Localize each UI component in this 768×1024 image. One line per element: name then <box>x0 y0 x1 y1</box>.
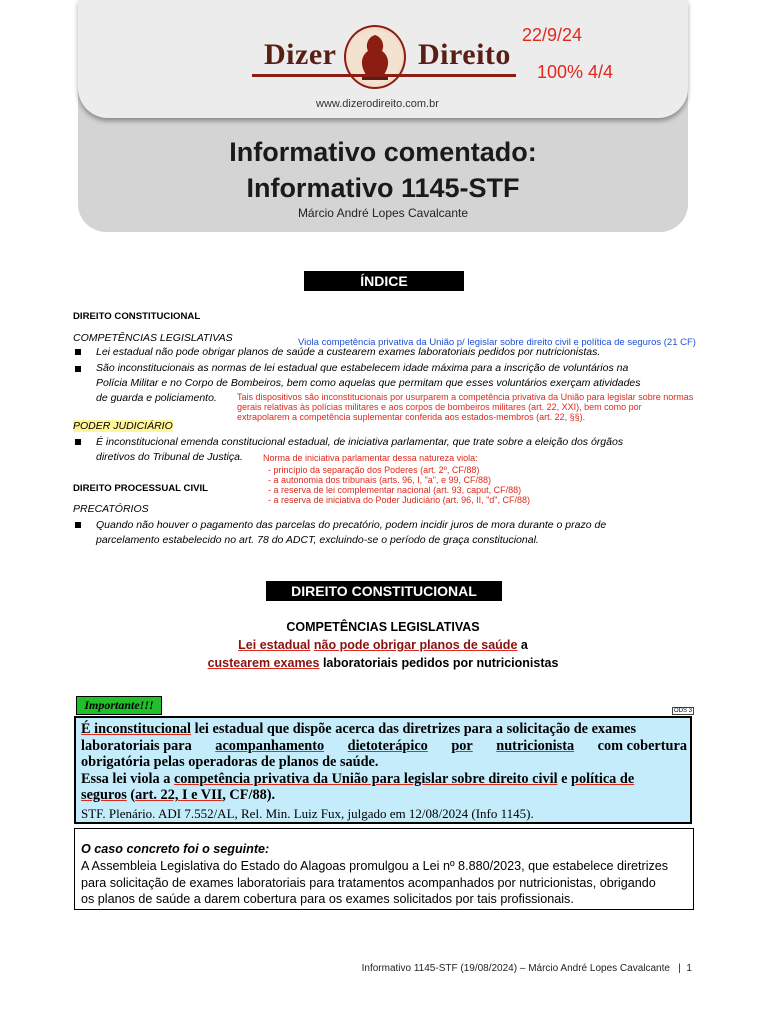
red-annotation-iniciativa-item: - a reserva de lei complementar nacional (art. 93, caput, CF/88) <box>268 485 522 495</box>
progress-note: 100% 4/4 <box>537 62 614 82</box>
headline-line1 <box>78 638 688 652</box>
section-label: DIREITO CONSTITUCIONAL <box>266 581 502 601</box>
index-item-precatorio-line1[interactable]: Quando não houver o pagamento das parcelas do precatório, podem incidir juros de mora durante o prazo de <box>96 519 607 531</box>
headline-fragment: não pode obrigar planos de saúde <box>313 638 518 652</box>
summary-fragment: , CF/88). <box>222 787 276 803</box>
logo-underline <box>252 74 516 77</box>
handwritten-date-note: 22/9/24 <box>522 25 583 45</box>
section-topic: COMPETÊNCIAS LEGISLATIVAS <box>286 620 480 634</box>
summary-fragment: por <box>451 737 473 754</box>
index-section-processual[interactable]: DIREITO PROCESSUAL CIVIL <box>73 483 209 494</box>
red-annotation-iniciativa-item: - princípio da separação dos Poderes (art. 2º, CF/88) <box>268 465 480 475</box>
red-annotation-iniciativa-item: - a autonomia dos tribunais (arts. 96, I, "a", e 99, CF/88) <box>268 475 491 485</box>
headline-fragment: Lei estadual <box>238 638 311 652</box>
page-title-line1: Informativo comentado: <box>229 137 537 167</box>
page-title-line2: Informativo 1145-STF <box>246 173 520 203</box>
headline-fragment: custearem exames <box>207 656 320 670</box>
summary-paragraph <box>81 721 687 822</box>
author-name: Márcio André Lopes Cavalcante <box>297 206 469 220</box>
summary-line5 <box>81 787 687 804</box>
page-footer: Informativo 1145-STF (19/08/2024) – Márcio André Lopes Cavalcante | 1 <box>361 963 692 974</box>
summary-fragment: ( <box>126 787 136 803</box>
summary-fragment: seguros <box>81 787 127 803</box>
bullet-icon <box>75 439 81 445</box>
headline-fragment: a <box>520 638 528 652</box>
index-item-emenda-line1[interactable]: É inconstitucional emenda constitucional estadual, de iniciativa parlamentar, que trate sobre a eleição dos órgãos <box>96 436 624 448</box>
summary-fragment: acompanhamento <box>215 737 325 754</box>
red-annotation-iniciativa-head: Norma de iniciativa parlamentar dessa natureza viola: <box>263 453 478 463</box>
index-item-precatorio-line2[interactable]: parcelamento estabelecido no art. 78 do ADCT, excluindo-se o período de graça constitucional. <box>96 534 539 546</box>
index-item-voluntarios-line1[interactable]: São inconstitucionais as normas de lei estadual que estabelecem idade máxima para a inscrição de voluntários na <box>96 362 629 374</box>
index-item-planos-saude[interactable]: Lei estadual não pode obrigar planos de saúde a custearem exames laboratoriais pedidos por nutricionistas. <box>96 346 601 358</box>
red-annotation-iniciativa-item: - a reserva de iniciativa do Poder Judiciário (art. 96, II, "d", CF/88) <box>268 495 531 505</box>
logo-word-left: Dizer <box>264 38 337 71</box>
index-sub-competencias[interactable]: COMPETÊNCIAS LEGISLATIVAS <box>73 332 233 344</box>
case-line3: os planos de saúde a darem cobertura para os exames solicitados por tais profissionais. <box>81 892 574 906</box>
logo-seal-icon <box>344 25 406 89</box>
index-section-constitucional[interactable]: DIREITO CONSTITUCIONAL <box>73 311 201 322</box>
red-annotation-voluntarios-2: gerais relativas às polícias militares e aos corpos de bombeiros militares (art. 22, XXI), bem como por <box>237 402 642 412</box>
blue-annotation: Viola competência privativa da União p/ legislar sobre direito civil e política de seguros (21 CF) <box>298 337 696 348</box>
red-annotation-voluntarios-1: Tais dispositivos são inconstitucionais por usurparem a competência privativa da União para legislar sobre normas <box>237 392 694 402</box>
index-sub-poder-judiciario[interactable]: PODER JUDICIÁRIO <box>73 420 173 432</box>
summary-fragment: lei estadual que dispõe acerca das diretrizes para a solicitação de exames <box>191 721 637 737</box>
summary-line3: obrigatória pelas operadoras de planos de saúde. <box>81 754 379 770</box>
summary-fragment: política de <box>571 770 635 787</box>
headline-line2 <box>78 656 688 670</box>
summary-line1 <box>81 721 687 738</box>
summary-fragment: Essa lei viola a <box>81 770 174 787</box>
headline-fragment: laboratoriais pedidos por nutricionistas <box>322 656 559 670</box>
summary-fragment: art. 22, I e VII <box>135 787 223 803</box>
summary-citation: STF. Plenário. ADI 7.552/AL, Rel. Min. Luiz Fux, julgado em 12/08/2024 (Info 1145). <box>81 805 534 821</box>
case-heading: O caso concreto foi o seguinte: <box>81 842 270 856</box>
summary-fragment: nutricionista <box>496 737 575 754</box>
logo-url: www.dizerodireito.com.br <box>316 98 439 110</box>
case-line1: A Assembleia Legislativa do Estado do Alagoas promulgou a Lei nº 8.880/2023, que estabelece diretrizes <box>81 859 669 873</box>
summary-line4 <box>81 771 687 788</box>
bullet-icon <box>75 366 81 372</box>
summary-fragment: dietoterápico <box>347 737 428 754</box>
red-annotation-voluntarios-3: extrapolarem a competência suplementar conferida aos estados-membros (art. 22, §§). <box>237 412 586 422</box>
logo-word-right: Direito <box>418 38 511 71</box>
summary-fragment: laboratoriais para <box>81 737 192 754</box>
summary-fragment: É inconstitucional <box>81 721 192 737</box>
case-line2: para solicitação de exames laboratoriais para tratamentos acompanhados por nutricionistas, obrigando <box>81 876 656 890</box>
index-item-voluntarios-line3[interactable]: de guarda e policiamento. <box>96 392 217 404</box>
important-badge: Importante!!! <box>76 696 162 715</box>
index-item-emenda-line2[interactable]: diretivos do Tribunal de Justiça. <box>96 451 243 463</box>
index-label: ÍNDICE <box>304 271 464 291</box>
summary-fragment: com cobertura <box>597 737 687 754</box>
index-item-voluntarios-line2[interactable]: Polícia Militar e no Corpo de Bombeiros, bem como aquelas que permitam que esses voluntários exerçam atividades <box>96 377 641 389</box>
summary-fragment: competência privativa da União para legislar sobre direito civil <box>173 770 558 787</box>
bullet-icon <box>75 349 81 355</box>
ods-badge: ODS 3 <box>674 708 693 714</box>
index-sub-precatorios[interactable]: PRECATÓRIOS <box>73 503 149 515</box>
summary-line2 <box>81 738 687 755</box>
bullet-icon <box>75 522 81 528</box>
summary-fragment: e <box>557 770 572 787</box>
